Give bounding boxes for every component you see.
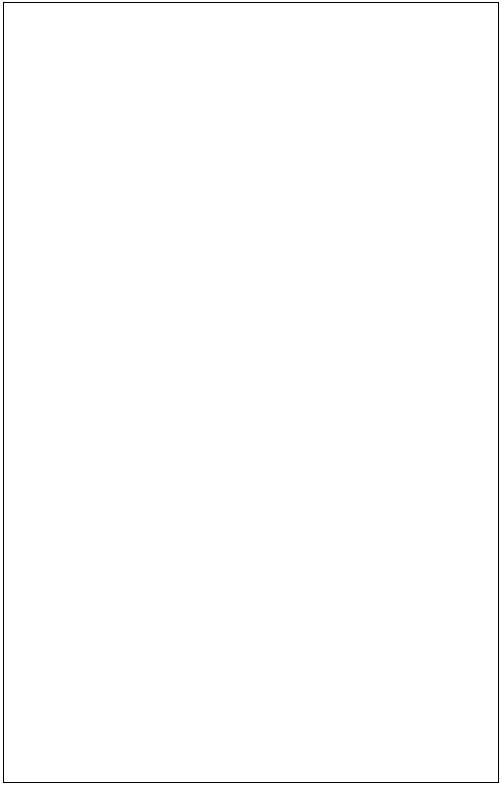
horoscope-table: [3, 2, 499, 783]
